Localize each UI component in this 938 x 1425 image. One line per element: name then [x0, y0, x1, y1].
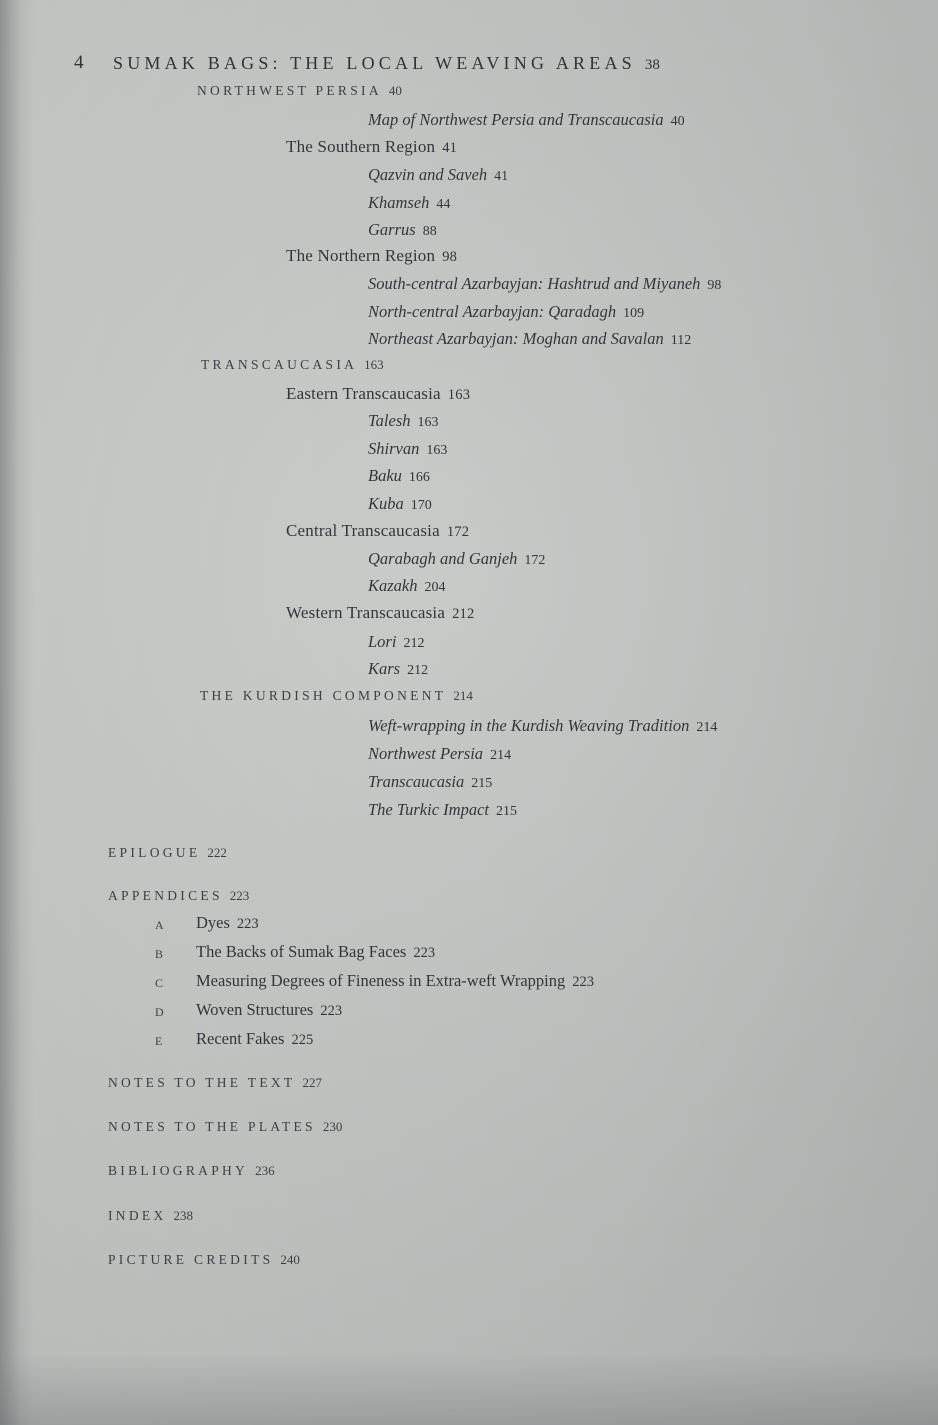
toc-entry-label: EPILOGUE	[108, 845, 201, 860]
toc-entry	[286, 521, 469, 541]
toc-entry-label: Transcaucasia	[368, 772, 465, 791]
chapter-title	[113, 53, 660, 74]
toc-entry-page: 227	[302, 1075, 322, 1090]
toc-entry	[368, 302, 644, 322]
toc-entry-page: 41	[442, 140, 458, 156]
toc-entry	[201, 357, 384, 373]
toc-entry-page: 44	[436, 197, 451, 212]
toc-entry-page: 204	[424, 580, 446, 595]
toc-entry-page: 88	[422, 224, 437, 239]
toc-entry	[197, 83, 402, 99]
toc-entry-label: Map of Northwest Persia and Transcaucasia	[368, 110, 664, 129]
toc-entry-label: South-central Azarbayjan: Hashtrud and Miyaneh	[368, 274, 701, 293]
toc-entry-page: 236	[255, 1163, 275, 1178]
toc-entry	[368, 274, 721, 294]
appendix-entry-label: Dyes	[196, 913, 230, 932]
appendix-entry	[196, 1029, 313, 1049]
toc-entry-label: Northeast Azarbayjan: Moghan and Savalan	[368, 329, 664, 348]
toc-entry-label: APPENDICES	[108, 888, 223, 903]
toc-entry-label: Western Transcaucasia	[286, 603, 446, 622]
appendix-entry-page: 223	[572, 974, 595, 990]
toc-entry-page: 212	[452, 606, 475, 622]
toc-entry-page: 166	[408, 470, 430, 485]
toc-entry	[286, 603, 474, 623]
toc-entry	[368, 549, 545, 569]
toc-entry-label: TRANSCAUCASIA	[201, 357, 358, 372]
toc-entry-label: The Turkic Impact	[368, 800, 489, 819]
toc-entry-label: Lori	[368, 632, 397, 651]
toc-entry-label: Baku	[368, 466, 402, 485]
toc-entry-page: 163	[447, 387, 471, 403]
appendix-entry-page: 223	[413, 945, 436, 961]
toc-entry-label: Northwest Persia	[368, 744, 484, 763]
toc-entry-page: 230	[322, 1119, 343, 1134]
toc-entry-page: 240	[280, 1252, 300, 1267]
appendix-entry-page: 223	[320, 1003, 343, 1019]
appendix-entry-label: The Backs of Sumak Bag Faces	[196, 942, 407, 961]
appendix-letter: A	[155, 918, 165, 932]
toc-entry-label: North-central Azarbayjan: Qaradagh	[368, 302, 617, 321]
appendix-entry	[196, 942, 435, 962]
toc-entry-label: Shirvan	[368, 439, 420, 458]
toc-entry-label: Garrus	[368, 220, 416, 239]
toc-entry-label: Kuba	[368, 494, 404, 513]
toc-entry	[368, 576, 446, 596]
toc-entry-label: The Southern Region	[286, 137, 436, 156]
toc-entry-label: Khamseh	[368, 193, 430, 212]
toc-entry-label: The Northern Region	[286, 246, 436, 265]
toc-entry-label: Weft-wrapping in the Kurdish Weaving Tradition	[368, 716, 690, 735]
toc-entry-page: 223	[229, 888, 250, 903]
toc-entry-index	[108, 1208, 193, 1224]
appendix-letter: B	[155, 947, 165, 961]
toc-entry-page: 214	[453, 688, 473, 703]
toc-entry	[368, 439, 447, 459]
toc-entry	[286, 384, 470, 404]
toc-entry	[368, 659, 428, 679]
toc-entry-label: NOTES TO THE TEXT	[108, 1075, 296, 1090]
toc-entry-label: THE KURDISH COMPONENT	[200, 688, 447, 703]
toc-entry-picture-credits	[108, 1252, 300, 1268]
toc-entry-label: BIBLIOGRAPHY	[108, 1163, 249, 1178]
toc-entry	[368, 165, 508, 185]
toc-entry-page: 214	[490, 748, 512, 763]
toc-entry-page: 170	[410, 498, 432, 513]
toc-entry-label: Kars	[368, 659, 401, 678]
toc-entry-epilogue	[108, 845, 227, 861]
appendix-entry	[196, 1000, 342, 1020]
toc-entry-notes-plates	[108, 1119, 342, 1135]
toc-entry-page: 112	[670, 333, 692, 348]
toc-entry-page: 212	[407, 663, 429, 678]
toc-entry	[368, 466, 430, 486]
chapter-number: 4	[74, 52, 84, 73]
toc-entry-label: Talesh	[368, 411, 411, 430]
toc-entry-page: 215	[471, 776, 493, 791]
toc-entry-page: 40	[670, 114, 685, 129]
toc-entry	[368, 632, 424, 652]
toc-entry	[368, 411, 439, 431]
toc-entry-label: Kazakh	[368, 576, 418, 595]
toc-entry-label: INDEX	[108, 1208, 167, 1223]
toc-entry-page: 98	[442, 249, 458, 265]
toc-entry-page: 109	[623, 306, 645, 321]
toc-entry-page: 163	[364, 357, 384, 372]
toc-entry-page: 163	[417, 415, 439, 430]
toc-entry-label: NORTHWEST PERSIA	[197, 83, 382, 98]
toc-entry-notes-text	[108, 1075, 322, 1091]
toc-entry-page: 238	[173, 1208, 193, 1223]
toc-entry-page: 222	[207, 845, 227, 860]
toc-entry	[368, 744, 511, 764]
toc-entry-page: 212	[403, 636, 425, 651]
appendix-entry-page: 225	[291, 1032, 314, 1048]
chapter-page-number: 38	[644, 57, 660, 73]
appendix-entry-label: Recent Fakes	[196, 1029, 285, 1048]
toc-entry-page: 41	[494, 169, 509, 184]
toc-entry	[368, 110, 685, 130]
appendix-letter: D	[155, 1005, 165, 1019]
toc-entry	[368, 329, 691, 349]
toc-entry	[286, 246, 457, 266]
toc-entry	[368, 193, 450, 213]
toc-entry	[200, 688, 473, 704]
toc-entry-bibliography	[108, 1163, 275, 1179]
toc-entry	[368, 800, 517, 820]
toc-entry-label: Qazvin and Saveh	[368, 165, 488, 184]
toc-entry	[368, 772, 492, 792]
appendix-entry-label: Measuring Degrees of Fineness in Extra-weft Wrapping	[196, 971, 566, 990]
toc-entry-label: Qarabagh and Ganjeh	[368, 549, 518, 568]
toc-entry-page: 214	[696, 720, 718, 735]
toc-entry-page: 172	[524, 553, 546, 568]
toc-entry-label: Eastern Transcaucasia	[286, 384, 441, 403]
appendix-entry	[196, 971, 594, 991]
appendix-entry-page: 223	[236, 916, 259, 932]
toc-entry-page: 172	[446, 524, 470, 540]
toc-entry-page: 215	[496, 804, 517, 819]
toc-entry-label: Central Transcaucasia	[286, 521, 440, 540]
toc-entry-page: 98	[707, 278, 722, 293]
toc-entry	[368, 220, 437, 240]
chapter-title-text: SUMAK BAGS: THE LOCAL WEAVING AREAS	[113, 53, 636, 73]
toc-entry-page: 163	[426, 443, 448, 458]
toc-entry	[368, 494, 432, 514]
toc-entry-page: 40	[388, 83, 402, 98]
appendix-entry-label: Woven Structures	[196, 1000, 314, 1019]
appendix-letter: E	[155, 1034, 164, 1048]
toc-entry	[286, 137, 457, 157]
toc-entry-label: PICTURE CREDITS	[108, 1252, 274, 1267]
toc-entry-label: NOTES TO THE PLATES	[108, 1119, 316, 1134]
toc-entry-appendices	[108, 888, 249, 904]
appendix-letter: C	[155, 976, 165, 990]
toc-entry	[368, 716, 717, 736]
appendix-entry	[196, 913, 259, 933]
